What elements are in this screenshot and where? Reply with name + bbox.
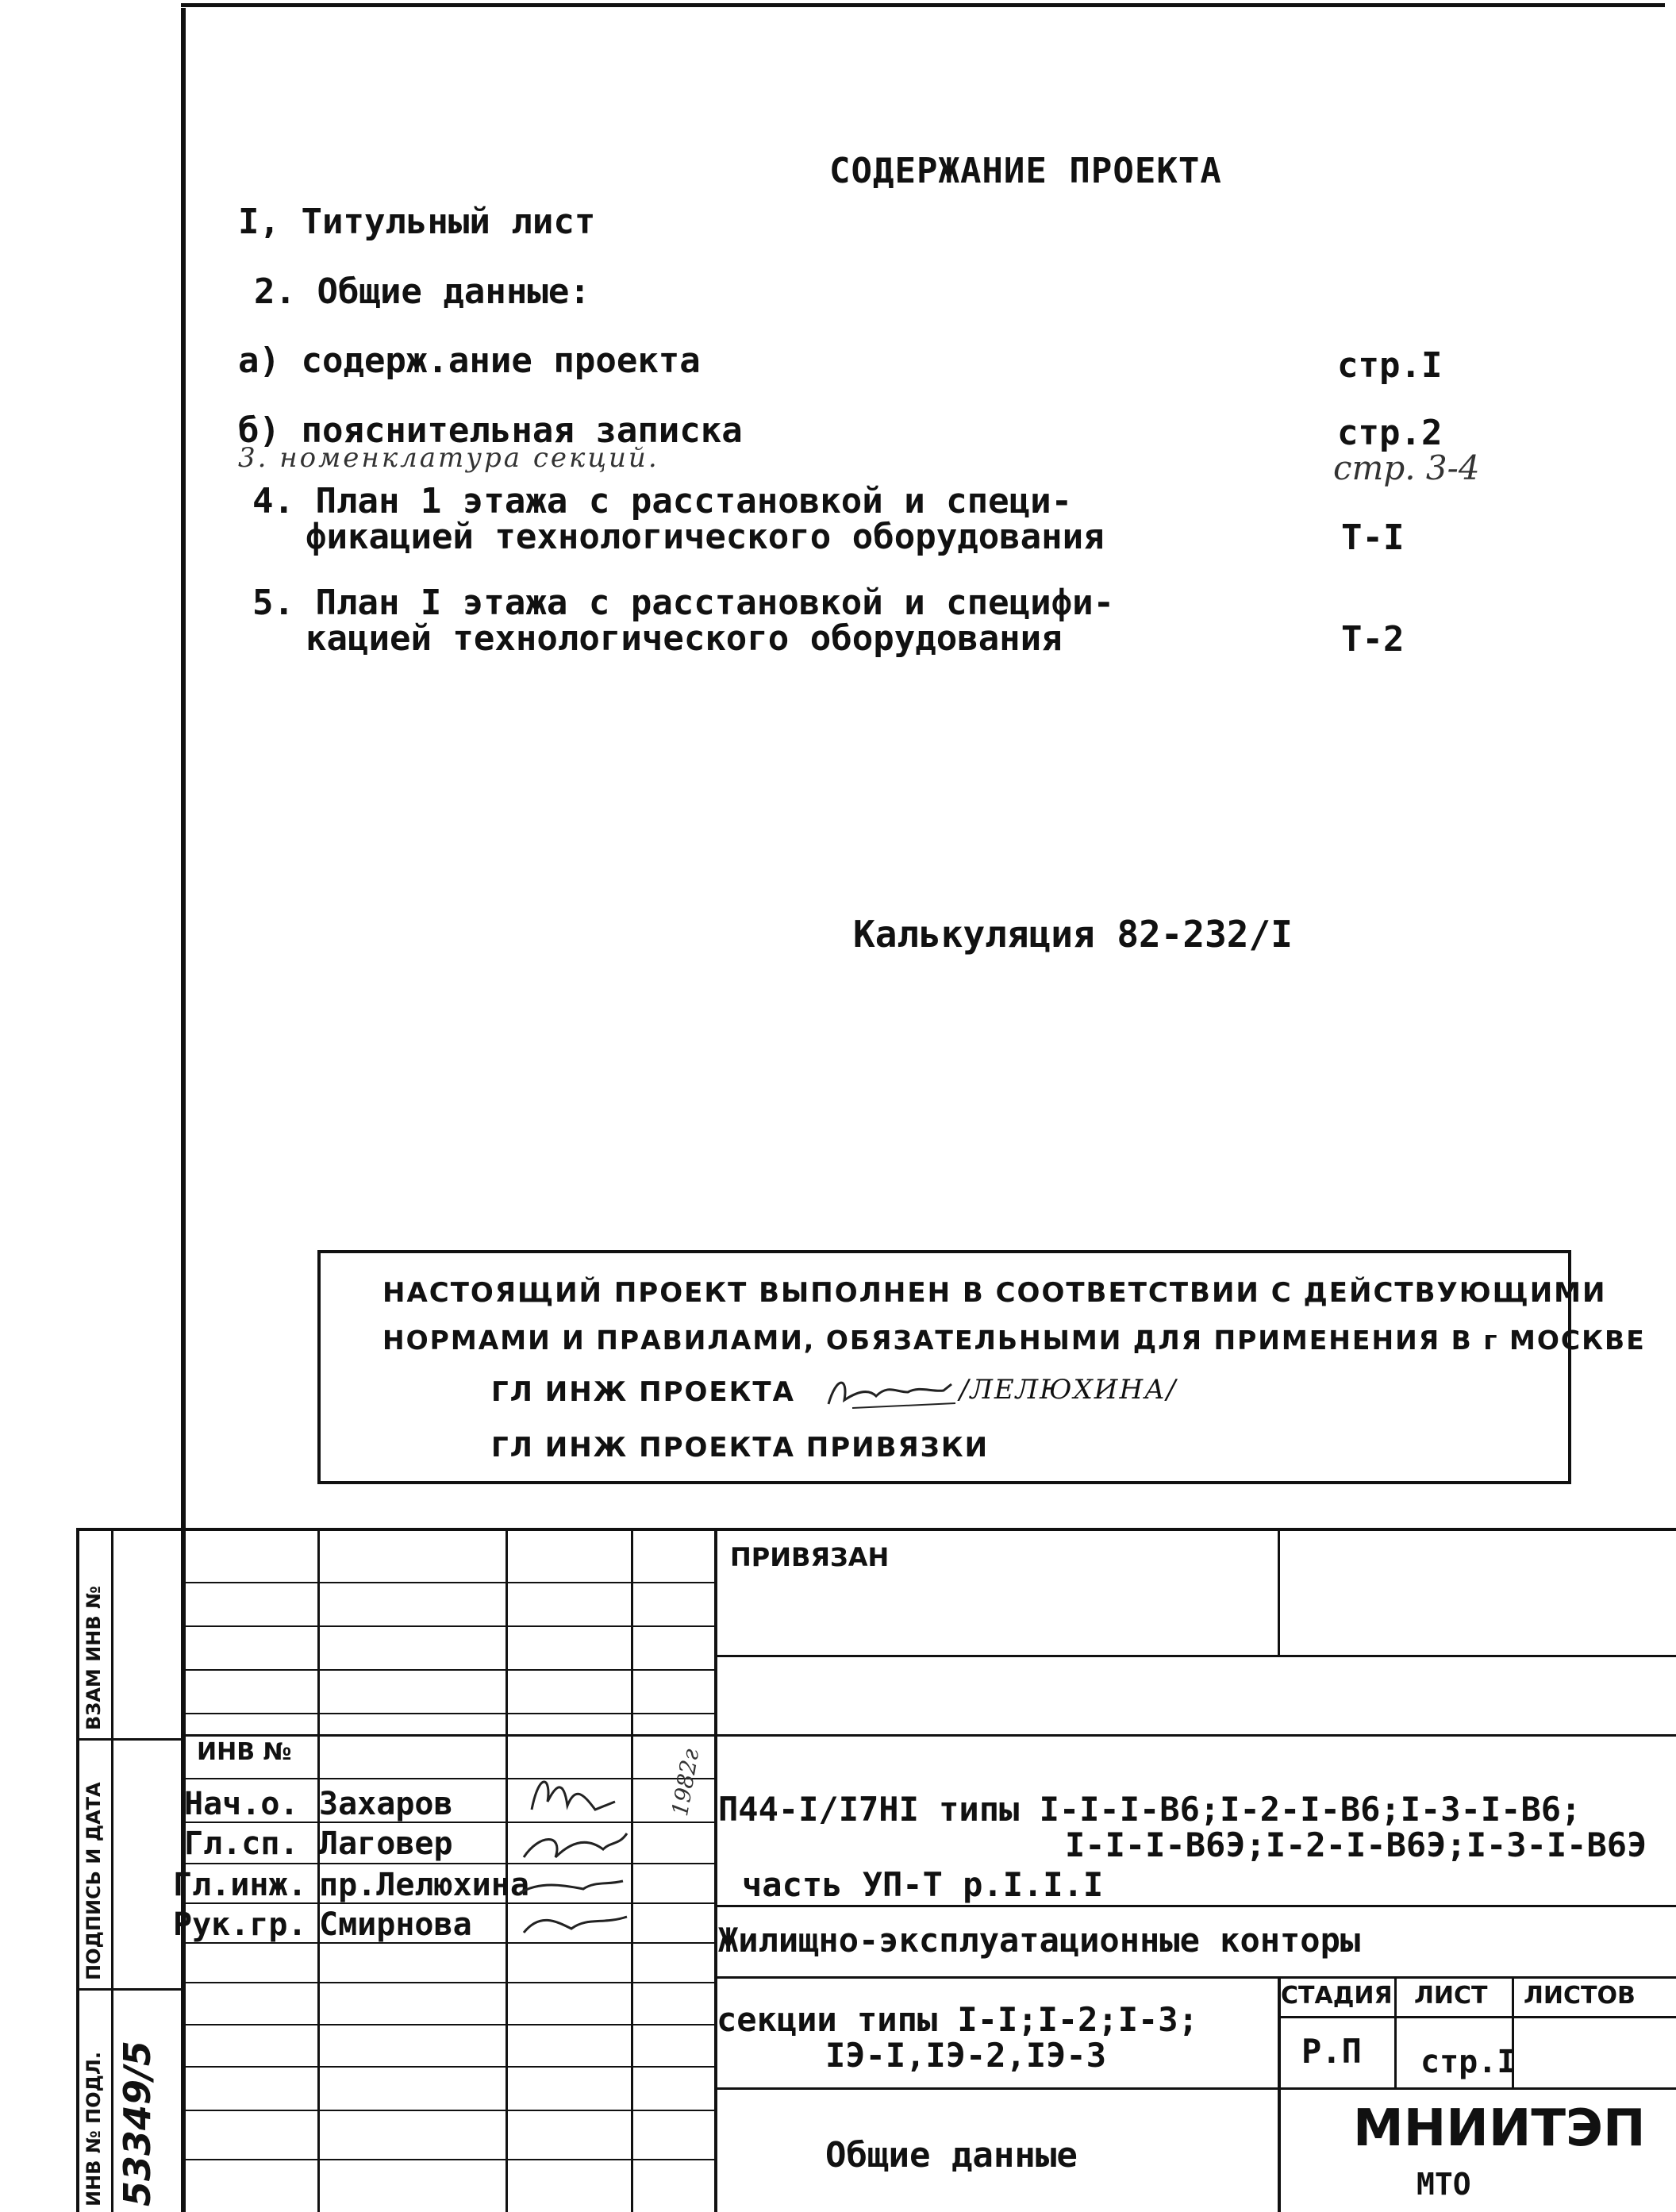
frame-top-border [181, 3, 1665, 7]
tb-inv-no: ИНВ № [197, 1738, 292, 1766]
toc-item-5-line1: 5. План I этажа с расстановкой и специфи- [252, 583, 1115, 623]
tb-right-row-4 [714, 2087, 1676, 2090]
page-title: СОДЕРЖАНИЕ ПРОЕКТА [829, 151, 1222, 191]
toc-item-2a: а) содерж.ание проекта [238, 340, 701, 381]
tb-sections-line1: секции типы I-I;I-2;I-3; [717, 2000, 1198, 2039]
tb-row-3 [181, 1669, 714, 1671]
title-block [0, 1528, 1676, 2212]
tb-right-row-3 [714, 1976, 1676, 1979]
toc-item-4-line1: 4. План 1 этажа с расстановкой и специ- [252, 481, 1073, 521]
tb-row-12 [181, 2024, 714, 2025]
tb-right-row-1 [714, 1655, 1676, 1657]
tb-sheet-val: стр.I [1420, 2044, 1516, 2080]
tb-row-14 [181, 2110, 714, 2111]
tb-row-5 [181, 1734, 1676, 1737]
toc-item-5-ref: Т-2 [1341, 619, 1405, 660]
tb-sheet-hdr: ЛИСТ [1414, 1982, 1488, 2010]
tb-row-4 [181, 1713, 714, 1714]
tb-stamp-div2 [76, 1988, 185, 1991]
toc-item-1: I, Титульный лист [238, 202, 596, 242]
tb-stamp-left [76, 1528, 79, 2212]
compliance-notice [317, 1250, 1646, 1484]
tb-name-3: пр.Лелюхина [319, 1867, 529, 1903]
tb-building: Жилищно-эксплуатационные конторы [718, 1921, 1361, 1960]
calculation-number: Калькуляция 82-232/I [853, 913, 1293, 956]
stamp-inv-podl: ИНВ № ПОДЛ. [83, 2052, 105, 2206]
tb-name-1: Захаров [319, 1786, 453, 1822]
toc-item-4-ref: Т-I [1341, 517, 1405, 558]
stamp-podpis-data: ПОДПИСЬ И ДАТА [83, 1782, 105, 1980]
tb-stage-hdr-line [1278, 2016, 1676, 2018]
tb-org: МНИИТЭП [1353, 2099, 1646, 2158]
tb-name-2: Лаговер [319, 1825, 453, 1862]
notice-line-4-label: ГЛ ИНЖ ПРОЕКТА ПРИВЯЗКИ [491, 1432, 990, 1464]
toc-item-2a-ref: стр.I [1337, 345, 1443, 386]
tb-stamp-mid [111, 1528, 113, 2212]
tb-stage-hdr: СТАДИЯ [1281, 1982, 1393, 2010]
notice-line-3-name: /ЛЕЛЮХИНА/ [959, 1374, 1178, 1406]
tb-general: Общие данные [825, 2135, 1078, 2175]
tb-role-3: Гл.инж. [173, 1867, 307, 1903]
tb-dept: МТО [1417, 2167, 1471, 2202]
tb-privyazan-divider [1278, 1528, 1280, 1655]
tb-sheets-hdr: ЛИСТОВ [1524, 1982, 1636, 2010]
toc-item-2b-ref: стр.2 [1337, 413, 1443, 453]
toc-item-2: 2. Общие данные: [254, 271, 590, 312]
tb-stage-right [1394, 1976, 1397, 2087]
tb-right-row-2 [714, 1905, 1676, 1907]
tb-row-13 [181, 2066, 714, 2068]
toc-item-3-ref: стр. 3-4 [1333, 448, 1480, 487]
tb-stage-left [1278, 1976, 1281, 2212]
tb-row-11 [181, 1982, 714, 1983]
tb-row-15 [181, 2159, 714, 2160]
tb-role-2: Гл.сп. [184, 1825, 299, 1862]
tb-project-line1: П44-I/I7НI типы I-I-I-В6;I-2-I-В6;I-3-I-В6; [718, 1790, 1582, 1829]
tb-sections-line2: IЭ-I,IЭ-2,IЭ-3 [825, 2036, 1107, 2075]
notice-line-1: НАСТОЯЩИЙ ПРОЕКТ ВЫПОЛНЕН В СООТВЕТСТВИИ С ДЕЙСТВУЮЩИМИ [382, 1277, 1607, 1309]
tb-privyazan: ПРИВЯЗАН [730, 1542, 890, 1572]
tb-date-written: 1982г [667, 1746, 705, 1818]
tb-stage-val: Р.П [1301, 2032, 1362, 2071]
notice-line-2: НОРМАМИ И ПРАВИЛАМИ, ОБЯЗАТЕЛЬНЫМИ ДЛЯ ПРИМЕНЕНИЯ В г МОСКВЕ [382, 1325, 1646, 1356]
tb-top-line [76, 1528, 1676, 1531]
tb-col-4 [714, 1528, 717, 2212]
tb-signatures [508, 1754, 635, 1945]
tb-part: часть УП-Т р.I.I.I [742, 1865, 1104, 1904]
toc-item-4-line2: фикацией технологического оборудования [306, 517, 1105, 557]
stamp-vzam-inv: ВЗАМ ИНВ № [83, 1586, 105, 1730]
tb-row-1 [181, 1582, 714, 1583]
toc-item-2b: б) пояснительная записка [238, 410, 743, 451]
tb-role-1: Нач.о. [184, 1786, 299, 1822]
toc-item-5-line2: кацией технологического оборудования [306, 618, 1063, 659]
tb-project-line2: I-I-I-В6Э;I-2-I-В6Э;I-3-I-В6Э [1065, 1825, 1647, 1864]
tb-name-4: Смирнова [319, 1906, 472, 1943]
tb-stamp-div1 [76, 1738, 185, 1741]
toc-item-3: 3. номенклатура секций. [238, 442, 659, 474]
notice-line-3-label: ГЛ ИНЖ ПРОЕКТА [491, 1376, 795, 1408]
tb-row-2 [181, 1625, 714, 1627]
chief-engineer-signature [821, 1368, 963, 1416]
stamp-inv-number: 53349/5 [116, 2041, 159, 2206]
tb-role-4: Рук.гр. [173, 1906, 307, 1943]
